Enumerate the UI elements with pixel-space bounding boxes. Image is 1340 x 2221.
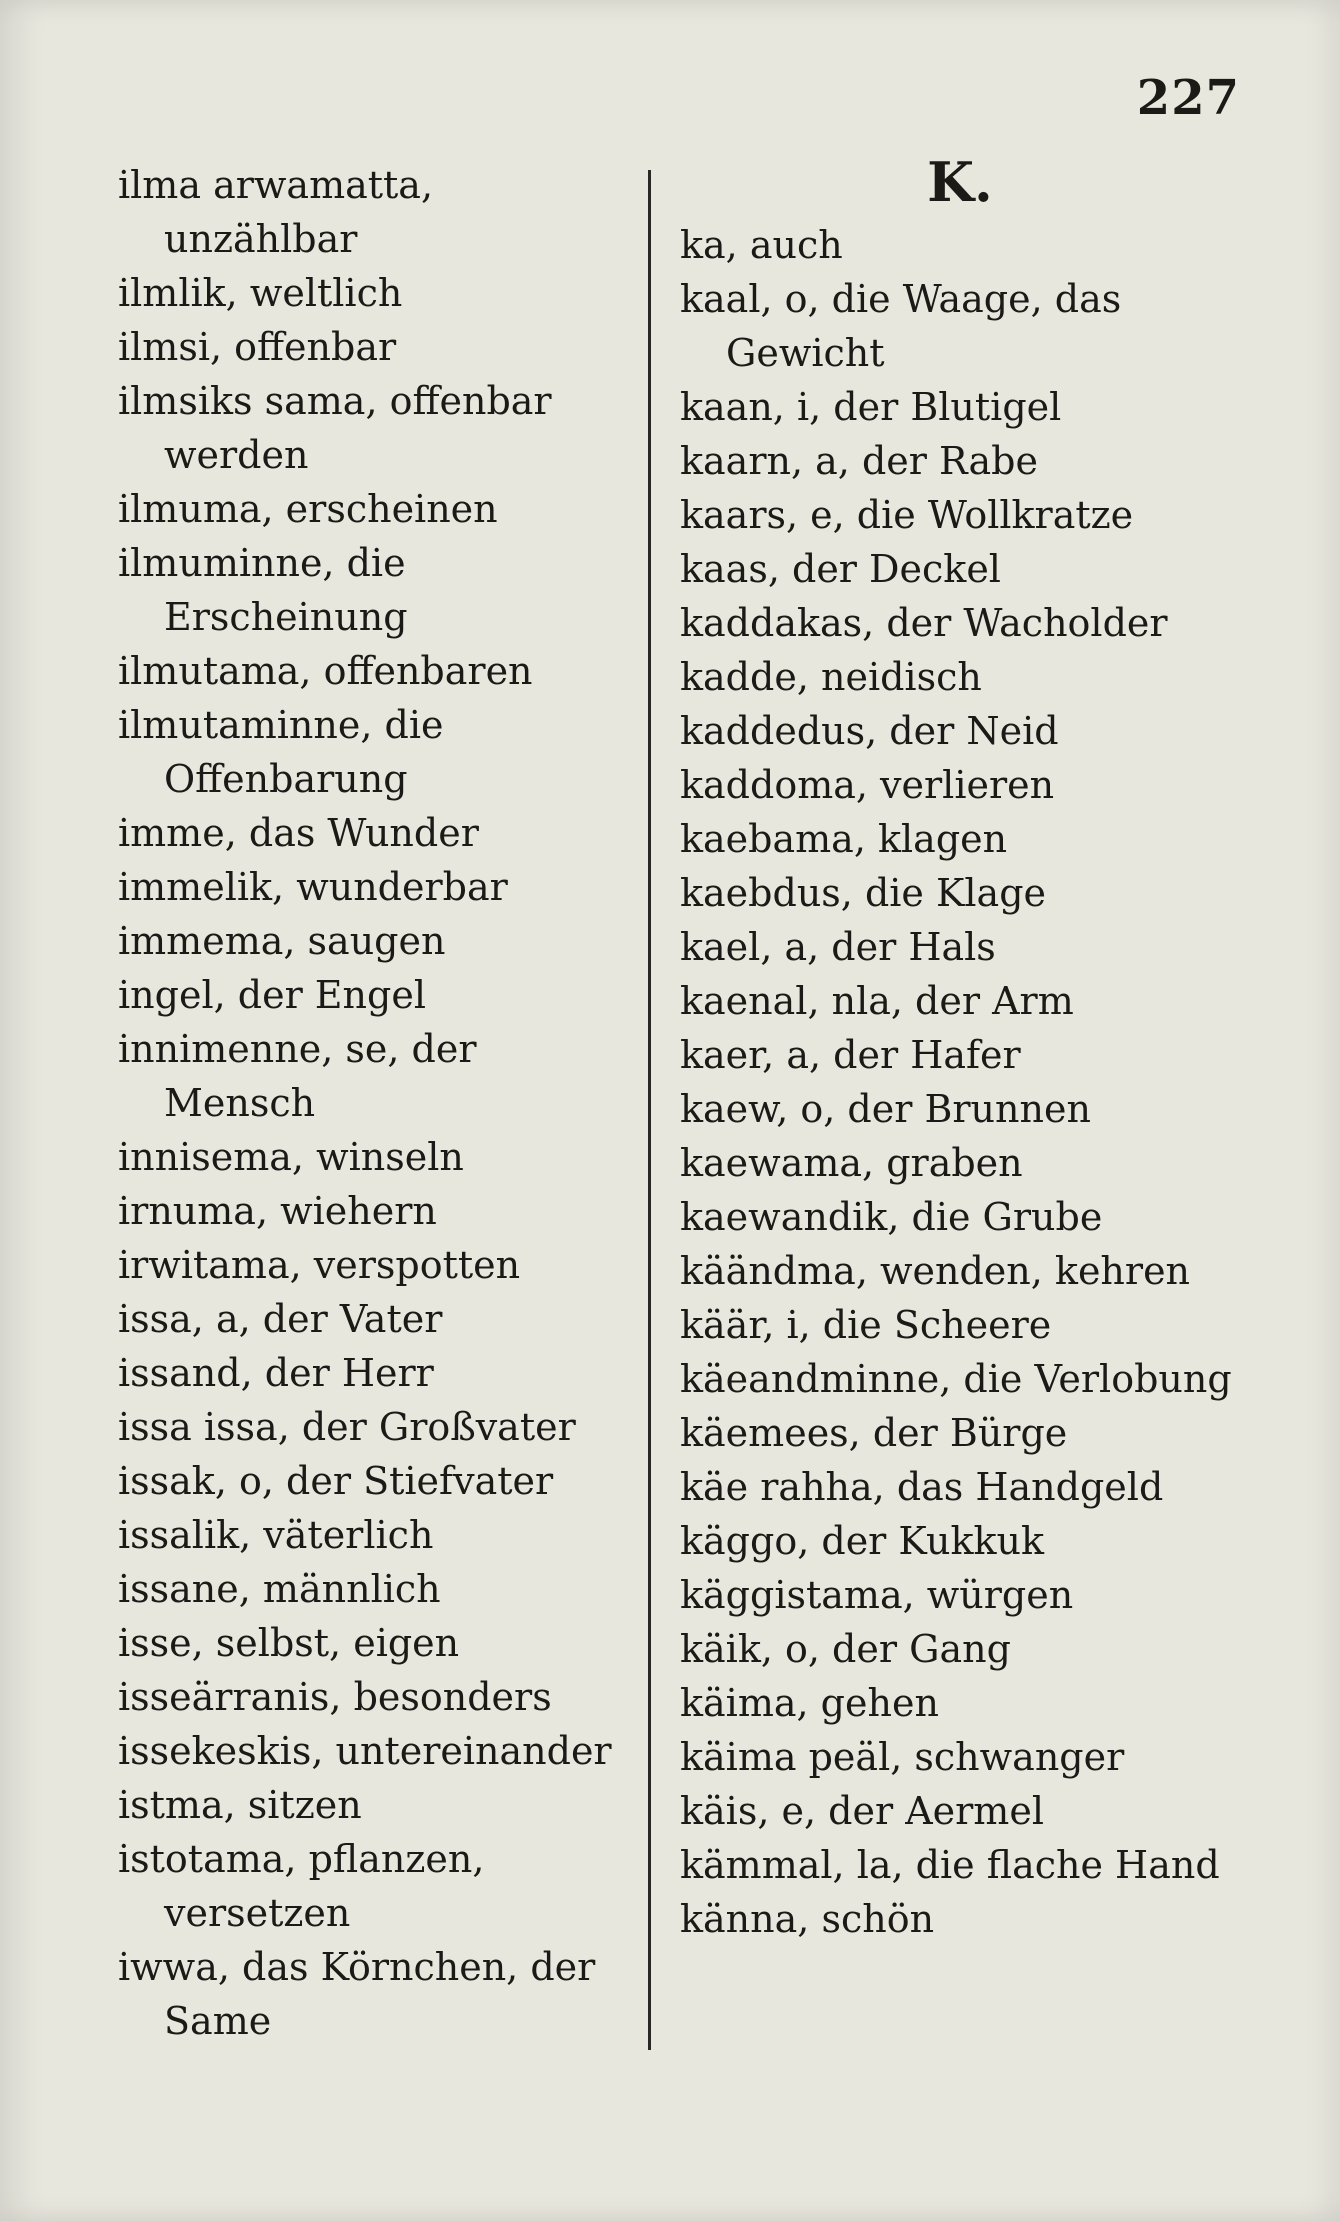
dictionary-entry: ilmlik, weltlich	[118, 271, 403, 315]
left-column	[118, 158, 638, 2048]
dictionary-entry: isseärranis, besonders	[118, 1675, 552, 1719]
dictionary-entry: käggo, der Kukkuk	[680, 1519, 1045, 1563]
dictionary-entry: käemees, der Bürge	[680, 1411, 1068, 1455]
dictionary-entry: kaebdus, die Klage	[680, 871, 1047, 915]
dictionary-entry: kaddedus, der Neid	[680, 709, 1059, 753]
dictionary-entry: kaew, o, der Brunnen	[680, 1087, 1091, 1131]
dictionary-entry: istma, sitzen	[118, 1783, 362, 1827]
column-divider	[648, 170, 651, 2050]
dictionary-entry: käändma, wenden, kehren	[680, 1249, 1191, 1293]
dictionary-entry: ilmutama, offenbaren	[118, 649, 533, 693]
dictionary-entry: issa issa, der Großvater	[118, 1405, 576, 1449]
dictionary-entry: kaddakas, der Wacholder	[680, 601, 1168, 645]
dictionary-entry: ilmutaminne, die Offenbarung	[118, 703, 444, 801]
dictionary-entry: käik, o, der Gang	[680, 1627, 1011, 1671]
dictionary-entry: käe rahha, das Handgeld	[680, 1465, 1164, 1509]
dictionary-entry: käis, e, der Aermel	[680, 1789, 1044, 1833]
dictionary-entry: kadde, neidisch	[680, 655, 982, 699]
dictionary-entry: kaarn, a, der Rabe	[680, 439, 1038, 483]
right-column	[680, 150, 1240, 1946]
dictionary-entry: kaal, o, die Waage, das Gewicht	[680, 277, 1122, 375]
dictionary-entry: kaer, a, der Hafer	[680, 1033, 1021, 1077]
dictionary-entry: iwwa, das Körnchen, der Same	[118, 1945, 596, 2043]
dictionary-entry: kämmal, la, die flache Hand	[680, 1843, 1220, 1887]
dictionary-entry: immema, saugen	[118, 919, 446, 963]
dictionary-entry: ilmsi, offenbar	[118, 325, 397, 369]
dictionary-entry: käär, i, die Scheere	[680, 1303, 1052, 1347]
dictionary-entry: ingel, der Engel	[118, 973, 426, 1017]
dictionary-entry: käeandminne, die Verlobung	[680, 1357, 1232, 1401]
dictionary-entry: kaewandik, die Grube	[680, 1195, 1103, 1239]
dictionary-entry: kaars, e, die Wollkratze	[680, 493, 1134, 537]
dictionary-entry: käggistama, würgen	[680, 1573, 1074, 1617]
dictionary-entry: ka, auch	[680, 223, 843, 267]
dictionary-entry: innimenne, se, der Mensch	[118, 1027, 477, 1125]
dictionary-entry: immelik, wunderbar	[118, 865, 508, 909]
dictionary-entry: kaas, der Deckel	[680, 547, 1001, 591]
dictionary-entry: issekeskis, untereinander	[118, 1729, 612, 1773]
dictionary-entry: känna, schön	[680, 1897, 935, 1941]
dictionary-entry: irwitama, verspotten	[118, 1243, 521, 1287]
dictionary-entry: irnuma, wiehern	[118, 1189, 437, 1233]
dictionary-entry: issak, o, der Stiefvater	[118, 1459, 554, 1503]
dictionary-entry: ilmsiks sama, offenbar werden	[118, 379, 552, 477]
dictionary-entry: issa, a, der Vater	[118, 1297, 443, 1341]
dictionary-entry: issalik, väterlich	[118, 1513, 434, 1557]
dictionary-entry: kaebama, klagen	[680, 817, 1008, 861]
dictionary-entry: käima, gehen	[680, 1681, 939, 1725]
dictionary-entry: kaddoma, verlieren	[680, 763, 1055, 807]
dictionary-entry: kaan, i, der Blutigel	[680, 385, 1062, 429]
dictionary-entry: käima peäl, schwanger	[680, 1735, 1125, 1779]
dictionary-entry: kaewama, graben	[680, 1141, 1023, 1185]
dictionary-entry: ilmuminne, die Erscheinung	[118, 541, 408, 639]
page-number: 227	[1136, 70, 1240, 126]
dictionary-entry: imme, das Wunder	[118, 811, 479, 855]
dictionary-entry: istotama, pflanzen, versetzen	[118, 1837, 485, 1935]
dictionary-entry: innisema, winseln	[118, 1135, 464, 1179]
dictionary-entry: isse, selbst, eigen	[118, 1621, 460, 1665]
dictionary-entry: kaenal, nla, der Arm	[680, 979, 1074, 1023]
dictionary-entry: issane, männlich	[118, 1567, 441, 1611]
dictionary-entry: ilma arwamatta, unzählbar	[118, 163, 434, 261]
section-heading: K.	[927, 150, 993, 214]
dictionary-entry: issand, der Herr	[118, 1351, 434, 1395]
dictionary-entry: ilmuma, erscheinen	[118, 487, 498, 531]
dictionary-entry: kael, a, der Hals	[680, 925, 996, 969]
